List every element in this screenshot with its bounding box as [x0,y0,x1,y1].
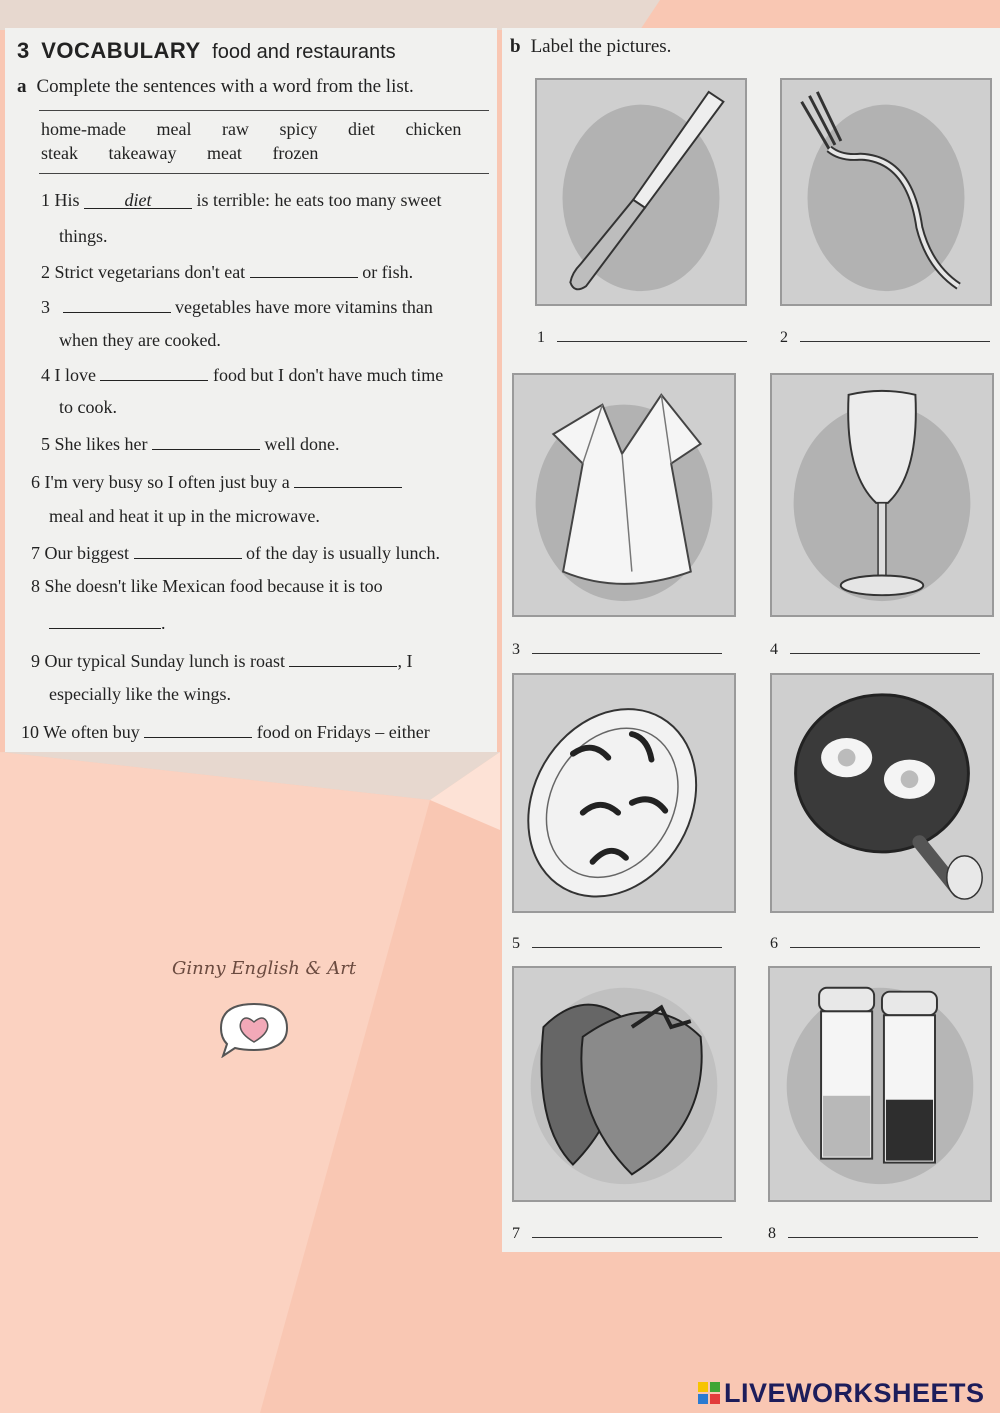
fork-icon [782,80,990,304]
answer-blank[interactable] [63,294,171,313]
picture-number: 8 [768,1225,776,1242]
picture-2 [780,78,992,306]
answer-blank[interactable] [100,362,208,381]
word: chicken [405,119,462,139]
sentence-1 [41,190,441,211]
author-signature: Ginny English & Art [172,958,357,979]
answer-blank[interactable] [134,540,242,559]
sentence-text: food on Fridays – either [256,722,430,742]
section-title [17,38,396,64]
sentence-7 [31,540,440,564]
picture-3 [512,373,736,617]
picture-5-label [512,934,722,953]
word: meat [206,143,242,163]
word: spicy [279,119,318,139]
answer-line[interactable] [790,934,980,948]
picture-number: 2 [780,329,788,346]
sentence-text: Strict vegetarians don't eat [54,262,246,282]
answer-line[interactable] [788,1224,978,1238]
picture-number: 4 [770,641,778,658]
sentence-text: His [54,190,80,210]
sentence-text: food but I don't have much time [212,365,444,385]
sentence-text: is terrible: he eats too many sweet [196,190,442,210]
answer-blank[interactable] [49,610,161,629]
part-b-letter: b [510,36,521,57]
knife-icon [537,80,745,304]
sentence-text: or fish. [362,262,414,282]
salt-pepper-icon [770,968,990,1200]
picture-1-label [537,328,747,347]
answer-line[interactable] [557,328,747,342]
wine-glass-icon [772,375,992,615]
answer-blank[interactable] [152,431,260,450]
sentence-6-cont: meal and heat it up in the microwave. [49,506,320,526]
part-a-text: Complete the sentences with a word from the list. [36,76,414,97]
part-a-letter: a [17,76,27,97]
part-b-instruction [510,36,671,58]
sentence-5 [41,431,339,455]
answer-line[interactable] [532,1224,722,1238]
answer-blank[interactable] [294,469,402,488]
picture-number: 1 [537,329,545,346]
frying-pan-eggs-icon [772,675,992,911]
sentence-number: 4 [41,365,50,385]
word: raw [221,119,249,139]
liveworksheets-logo-icon [698,1382,720,1404]
word: frozen [272,143,319,163]
sentence-number: 10 [21,722,39,742]
sentence-text: I'm very busy so I often just buy a [44,472,290,492]
section-topic: food and restaurants [212,41,396,63]
answer-blank[interactable]: diet [84,190,192,209]
sentence-text: We often buy [43,722,140,742]
word: steak [41,143,78,163]
sentence-number: 7 [31,543,40,563]
picture-4-label [770,640,980,659]
answer-blank[interactable] [144,719,252,738]
sentence-8-cont [49,610,166,634]
sentence-number: 2 [41,262,50,282]
heart-speech-bubble-icon [213,998,295,1058]
sentence-number: 5 [41,434,50,454]
sentence-4-cont: to cook. [59,397,117,417]
answer-line[interactable] [532,640,722,654]
sentence-text: . [161,613,166,633]
picture-5 [512,673,736,913]
word: takeaway [108,143,177,163]
napkin-icon [514,375,734,615]
part-b-text: Label the pictures. [530,36,672,57]
word: diet [347,119,375,139]
sentence-text: She doesn't like Mexican food because it is too [44,576,383,596]
word: home-made [41,119,126,139]
picture-6-label [770,934,980,953]
sentence-10 [21,719,430,743]
picture-2-label [780,328,990,347]
sentence-text: well done. [264,434,340,454]
section-heading: VOCABULARY [41,38,201,63]
picture-number: 7 [512,1225,520,1242]
picture-1 [535,78,747,306]
picture-6 [770,673,994,913]
section-number: 3 [17,38,30,63]
answer-blank[interactable] [289,648,397,667]
sentence-8 [31,576,383,597]
sentence-9 [31,648,412,672]
sentence-number: 3 [41,297,50,317]
sentence-number: 1 [41,190,50,210]
picture-4 [770,373,994,617]
answer-blank[interactable] [250,259,358,278]
sentence-4 [41,362,443,386]
picture-number: 5 [512,935,520,952]
strawberries-icon [514,968,734,1200]
footer-brand [698,1378,985,1409]
sentence-3 [41,294,433,318]
sentence-3-cont: when they are cooked. [59,330,221,350]
label-pictures-panel [502,28,1000,1252]
sentence-text: , I [397,651,413,671]
word: meal [156,119,192,139]
brand-name: LIVEWORKSHEETS [724,1378,985,1408]
sentence-9-cont: especially like the wings. [49,684,231,704]
picture-number: 6 [770,935,778,952]
sentence-text: Our typical Sunday lunch is roast [44,651,285,671]
picture-7-label [512,1224,722,1243]
picture-8 [768,966,992,1202]
sentence-number: 8 [31,576,40,596]
prawns-plate-icon [514,675,734,911]
answer-line[interactable] [790,640,980,654]
sentence-number: 6 [31,472,40,492]
sentence-text: Our biggest [44,543,129,563]
sentence-text: vegetables have more vitamins than [175,297,433,317]
sentence-text: She likes her [54,434,148,454]
sentence-text: I love [54,365,96,385]
picture-8-label [768,1224,978,1243]
sentence-2 [41,259,413,283]
answer-line[interactable] [532,934,722,948]
sentence-1-cont: things. [59,226,108,246]
picture-3-label [512,640,722,659]
answer-line[interactable] [800,328,990,342]
picture-number: 3 [512,641,520,658]
part-a-instruction [17,76,414,98]
vocabulary-panel [5,28,497,752]
sentence-text: of the day is usually lunch. [246,543,440,563]
sentence-6 [31,469,402,493]
picture-7 [512,966,736,1202]
sentence-number: 9 [31,651,40,671]
word-list [39,110,489,174]
